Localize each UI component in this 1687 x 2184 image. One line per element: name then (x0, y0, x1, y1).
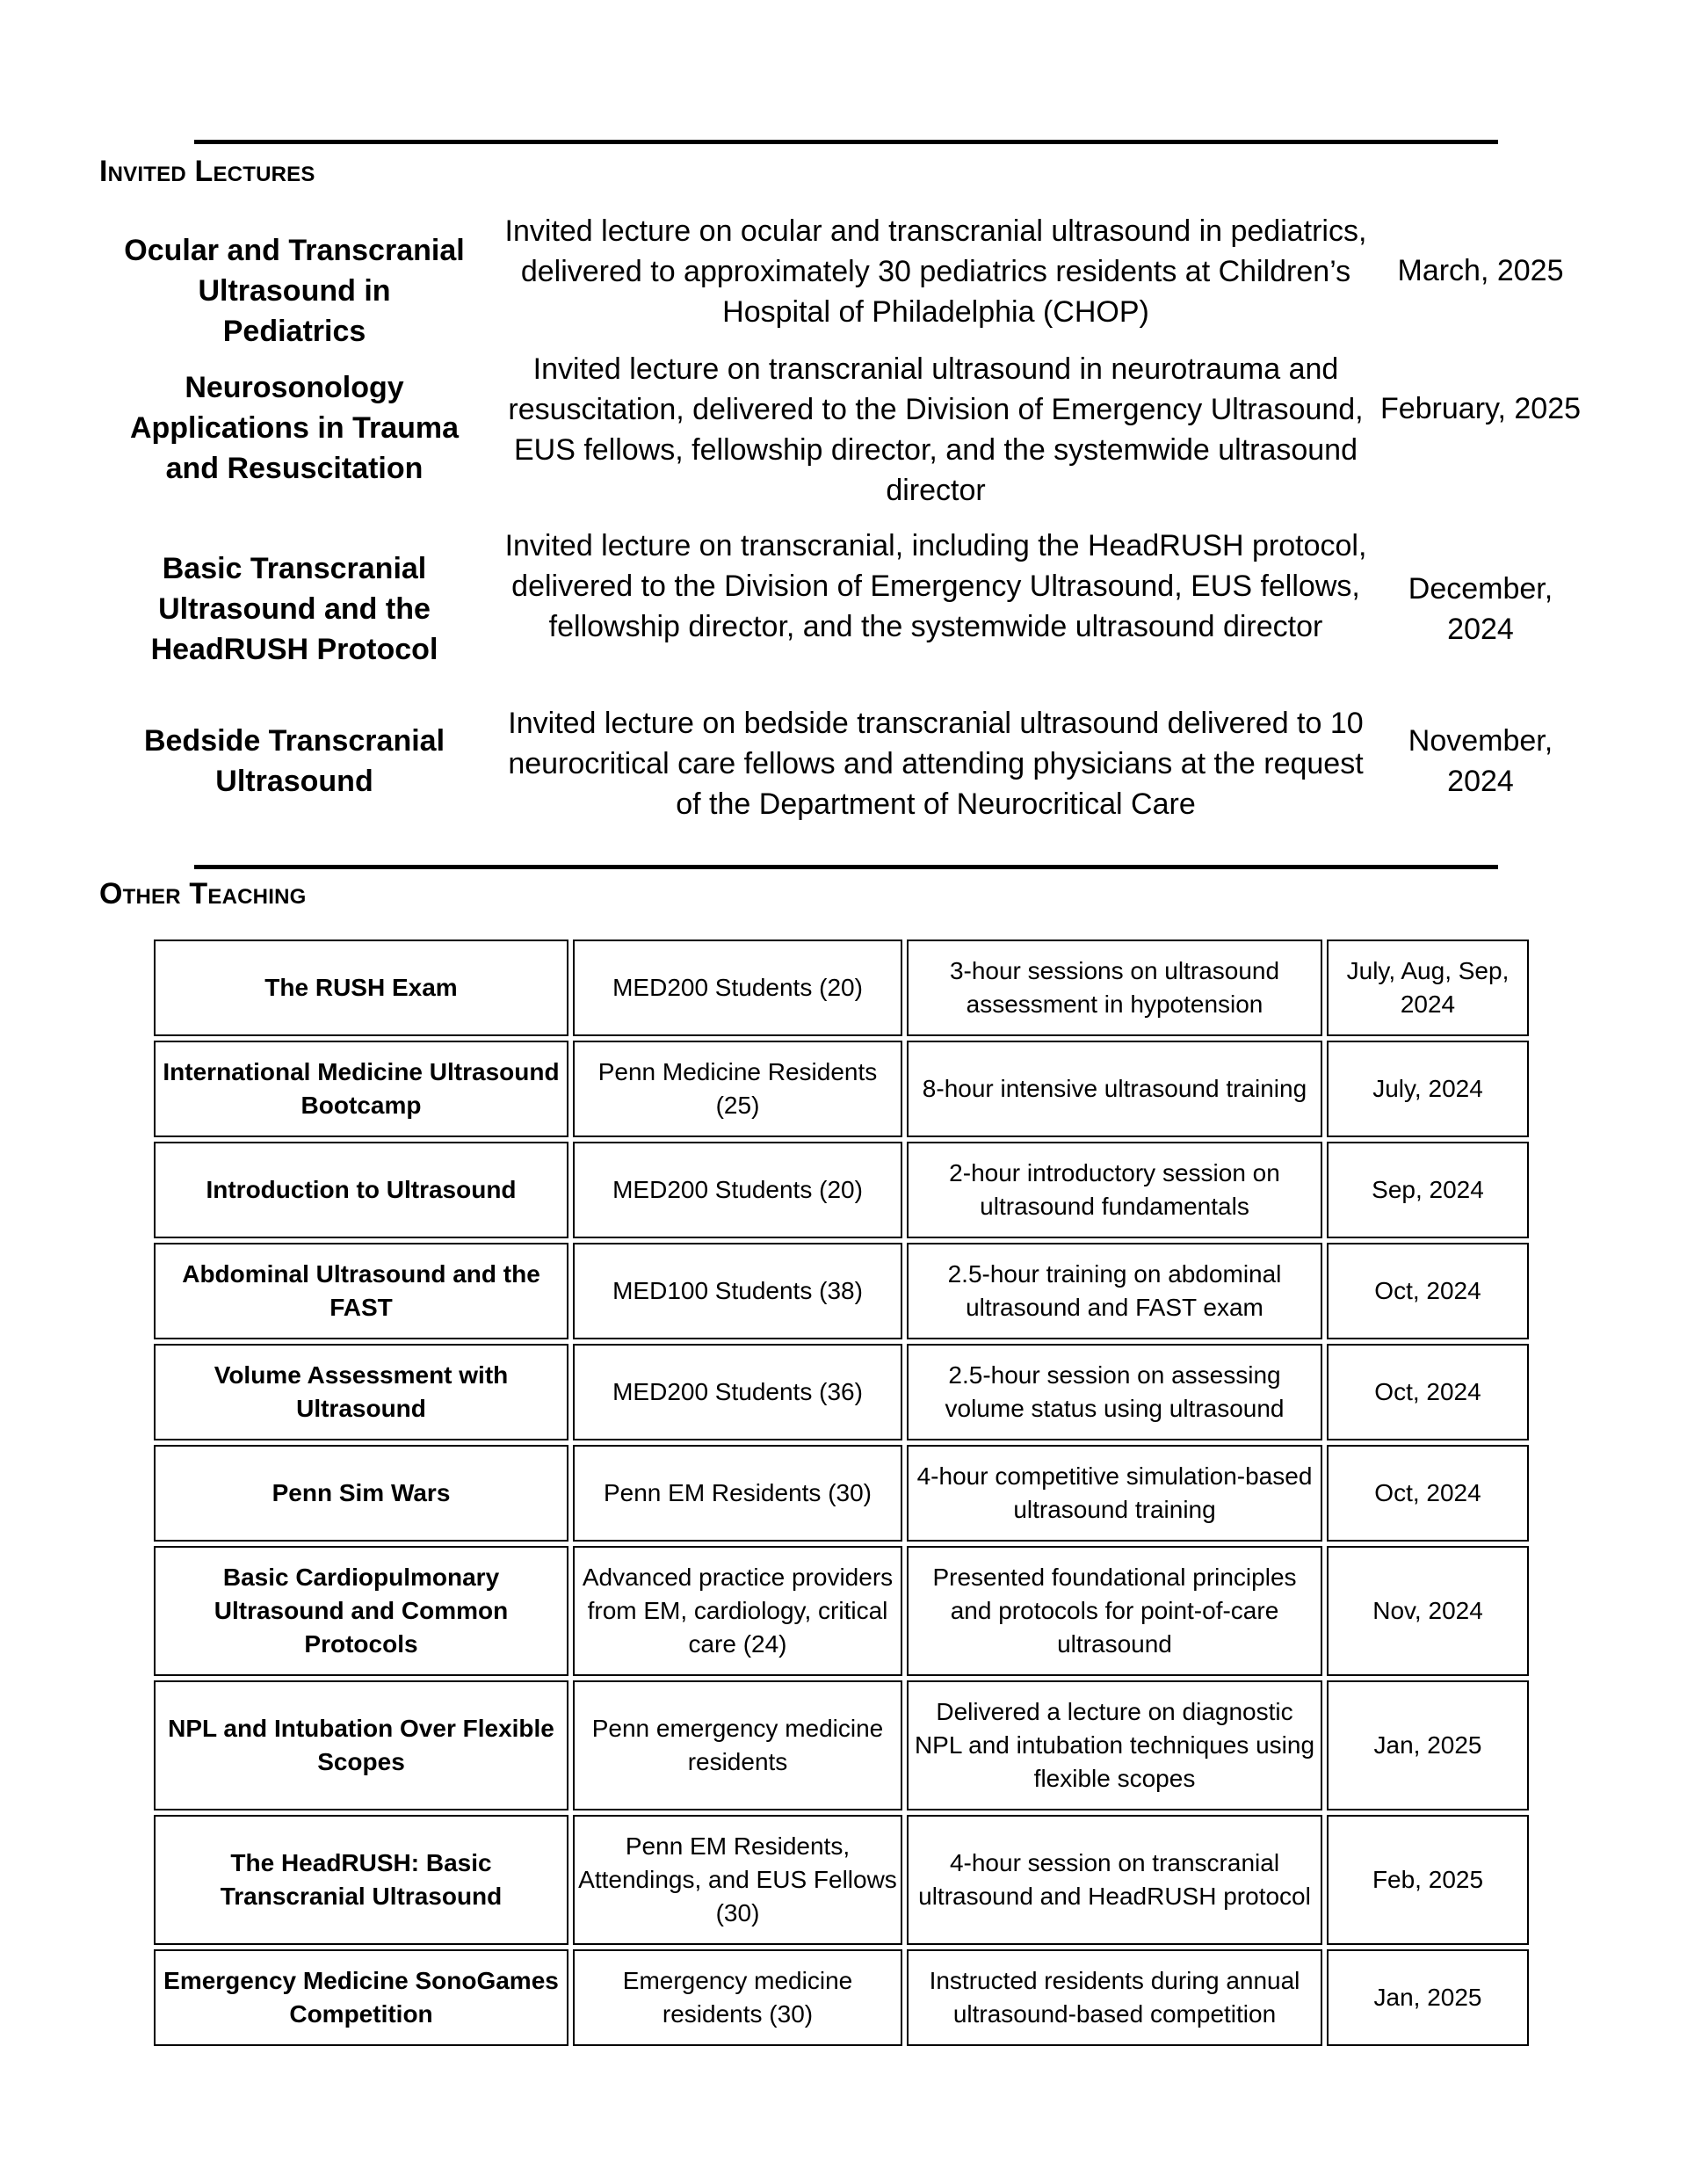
date-cell: Oct, 2024 (1327, 1344, 1529, 1440)
date-cell: Nov, 2024 (1327, 1546, 1529, 1676)
lecture-title: Basic Transcranial Ultrasound and the HeadRUSH Protocol (150, 552, 438, 666)
course-title-cell: The RUSH Exam (154, 940, 568, 1036)
description-cell: 2-hour introductory session on ultrasound fundamentals (907, 1142, 1322, 1238)
lecture-title: Ocular and Transcranial Ultrasound in Pediatrics (124, 234, 465, 348)
audience-cell: Penn emergency medicine residents (573, 1680, 902, 1810)
description-cell: 2.5-hour session on assessing volume status using ultrasound (907, 1344, 1322, 1440)
other-teaching-table (149, 935, 1533, 2050)
lecture-date: March, 2025 (1397, 254, 1564, 287)
other-teaching-heading: Other Teaching (99, 877, 307, 911)
description-cell: 2.5-hour training on abdominal ultrasound and FAST exam (907, 1243, 1322, 1339)
course-title-cell: International Medicine Ultrasound Bootcamp (154, 1041, 568, 1137)
audience-cell: MED100 Students (38) (573, 1243, 902, 1339)
lecture-description: Invited lecture on bedside transcranial ultrasound delivered to 10 neurocritical care fellows and attending physicians at the request of the Department of Neurocritical Care (508, 707, 1364, 821)
table-row (154, 1243, 1529, 1339)
date-cell: Oct, 2024 (1327, 1243, 1529, 1339)
course-title-cell: Volume Assessment with Ultrasound (154, 1344, 568, 1440)
table-row (154, 1041, 1529, 1137)
audience-cell: Emergency medicine residents (30) (573, 1949, 902, 2046)
lecture-title: Neurosonology Applications in Trauma and Resuscitation (129, 371, 460, 485)
section-divider-invited-lectures (194, 140, 1498, 144)
audience-cell: Penn EM Residents (30) (573, 1445, 902, 1542)
description-cell: Instructed residents during annual ultrasound-based competition (907, 1949, 1322, 2046)
date-cell: Jan, 2025 (1327, 1949, 1529, 2046)
table-row (154, 1815, 1529, 1945)
audience-cell: Penn EM Residents, Attendings, and EUS Fellows (30) (573, 1815, 902, 1945)
lecture-description: Invited lecture on ocular and transcranial ultrasound in pediatrics, delivered to approximately 30 pediatrics residents at Children’s Hospital of Philadelphia (CHOP) (504, 214, 1367, 329)
lecture-title: Bedside Transcranial Ultrasound (143, 724, 445, 798)
description-cell: 3-hour sessions on ultrasound assessment in hypotension (907, 940, 1322, 1036)
course-title-cell: Penn Sim Wars (154, 1445, 568, 1542)
description-cell: 8-hour intensive ultrasound training (907, 1041, 1322, 1137)
date-cell: Oct, 2024 (1327, 1445, 1529, 1542)
course-title-cell: Introduction to Ultrasound (154, 1142, 568, 1238)
description-cell: 4-hour competitive simulation-based ultrasound training (907, 1445, 1322, 1542)
audience-cell: MED200 Students (36) (573, 1344, 902, 1440)
course-title-cell: Abdominal Ultrasound and the FAST (154, 1243, 568, 1339)
audience-cell: Advanced practice providers from EM, cardiology, critical care (24) (573, 1546, 902, 1676)
lecture-date: February, 2025 (1379, 392, 1582, 425)
course-title-cell: The HeadRUSH: Basic Transcranial Ultrasound (154, 1815, 568, 1945)
lecture-date: November, 2024 (1408, 724, 1553, 798)
lecture-date: December, 2024 (1408, 572, 1553, 646)
description-cell: 4-hour session on transcranial ultrasound and HeadRUSH protocol (907, 1815, 1322, 1945)
date-cell: Sep, 2024 (1327, 1142, 1529, 1238)
audience-cell: MED200 Students (20) (573, 1142, 902, 1238)
invited-lectures-heading: Invited Lectures (99, 155, 315, 188)
table-row (154, 1142, 1529, 1238)
audience-cell: Penn Medicine Residents (25) (573, 1041, 902, 1137)
table-row (154, 1949, 1529, 2046)
description-cell: Delivered a lecture on diagnostic NPL and intubation techniques using flexible scopes (907, 1680, 1322, 1810)
table-row (154, 1445, 1529, 1542)
date-cell: July, 2024 (1327, 1041, 1529, 1137)
table-row (154, 940, 1529, 1036)
lecture-description: Invited lecture on transcranial ultrasound in neurotrauma and resuscitation, delivered to the Division of Emergency Ultrasound, EUS fellows, fellowship director, and the systemwide ultrasound director (508, 352, 1364, 507)
description-cell: Presented foundational principles and protocols for point-of-care ultrasound (907, 1546, 1322, 1676)
course-title-cell: Emergency Medicine SonoGames Competition (154, 1949, 568, 2046)
audience-cell: MED200 Students (20) (573, 940, 902, 1036)
date-cell: Jan, 2025 (1327, 1680, 1529, 1810)
table-row (154, 1344, 1529, 1440)
section-divider-other-teaching (194, 865, 1498, 869)
table-row (154, 1546, 1529, 1676)
course-title-cell: Basic Cardiopulmonary Ultrasound and Common Protocols (154, 1546, 568, 1676)
course-title-cell: NPL and Intubation Over Flexible Scopes (154, 1680, 568, 1810)
date-cell: Feb, 2025 (1327, 1815, 1529, 1945)
lecture-description: Invited lecture on transcranial, including the HeadRUSH protocol, delivered to the Division of Emergency Ultrasound, EUS fellows, fellowship director, and the systemwide ultrasound director (504, 529, 1367, 643)
table-row (154, 1680, 1529, 1810)
date-cell: July, Aug, Sep, 2024 (1327, 940, 1529, 1036)
